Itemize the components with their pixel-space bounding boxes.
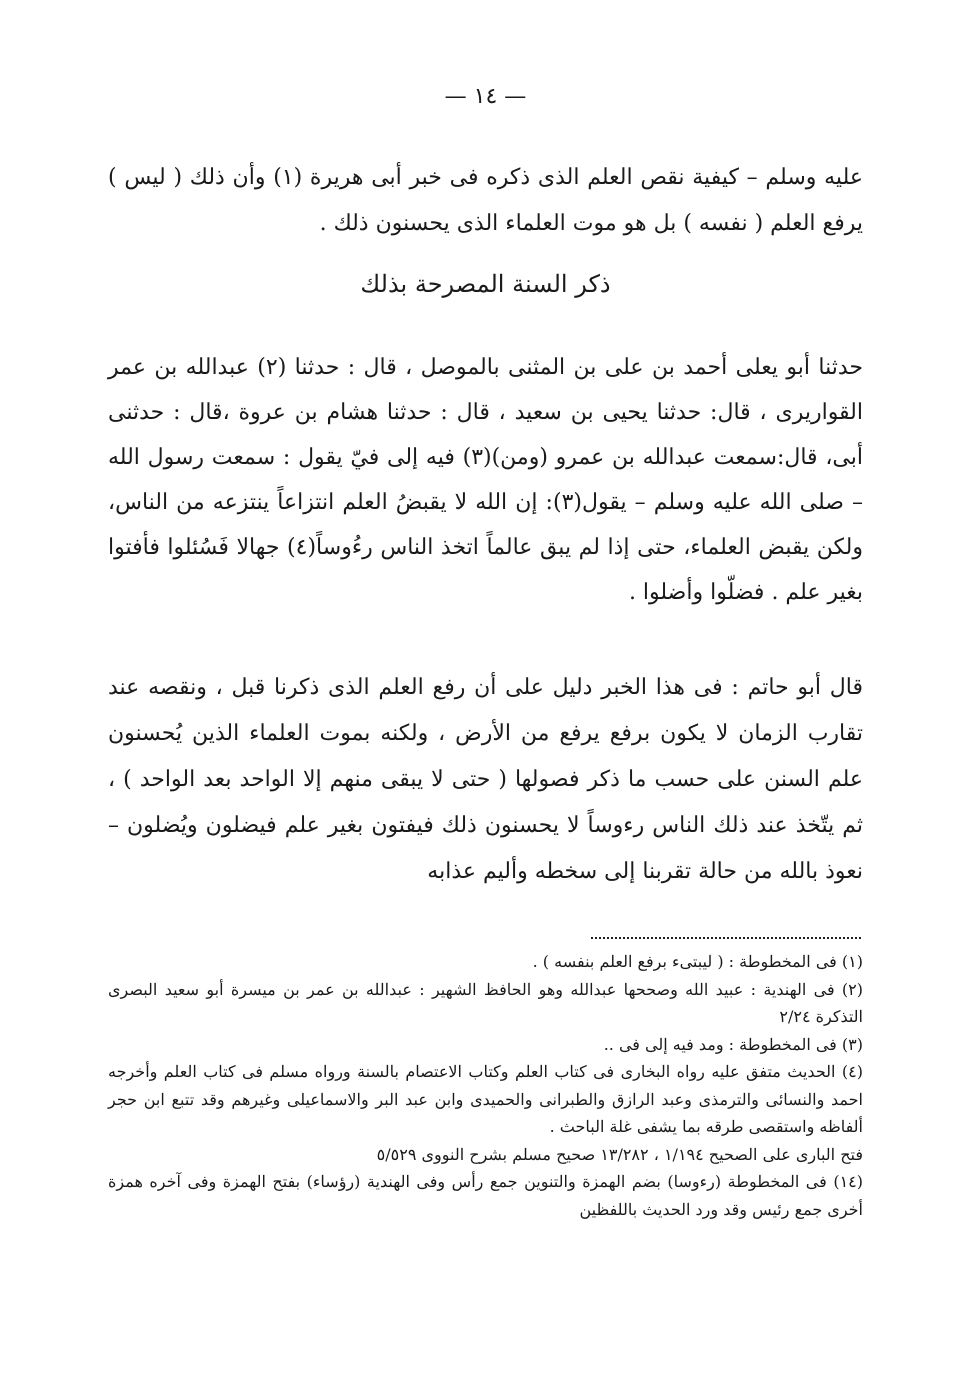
section-heading: ذكر السنة المصرحة بذلك	[360, 270, 611, 298]
page-number: — ١٤ —	[444, 84, 527, 109]
footnote-2: (٢) فى الهندية : عبيد الله وصححها عبدالله وهو الحافظ الشهير : عبدالله بن عمر بن ميسرة أبو سعيد البصرى التذكرة ٢/٢٤	[108, 979, 863, 1026]
footnotes	[108, 948, 863, 1223]
footnote-1: (١) فى المخطوطة : ( ليبتىء برفع العلم بنفسه ) .	[532, 952, 863, 971]
intro-paragraph: عليه وسلم – كيفية نقص العلم الذى ذكره فى خبر أبى هريرة (١) وأن ذلك ( ليس ) يرفع العلم ( نفسه ) بل هو موت العلماء الذى يحسنون ذلك .	[108, 165, 863, 236]
footnote-separator	[591, 937, 861, 939]
hadith-paragraph: حدثنا أبو يعلى أحمد بن على بن المثنى بالموصل ، قال : حدثنا (٢) عبدالله بن عمر القواريرى ، قال: حدثنا يحيى بن سعيد ، قال : حدثنا هشام بن عروة ،قال : حدثنى أبى، قال:سمعت عبدالله بن عمرو (ومن)(٣) فيه إلى فيّ يقول : سمعت رسول الله – صلى الله عليه وسلم – يقول(٣): إن الله لا يقبضُ العلم انتزاعاً ينتزعه من الناس، ولكن يقبض العلماء، حتى إذا لم يبق عالماً اتخذ الناس رءُوساً(٤) جهالا فَسُئلوا فأفتوا بغير علم . فضلّوا وأضلوا .	[108, 355, 863, 605]
footnote-14: (١٤) فى المخطوطة (رءوسا) بضم الهمزة والتنوين جمع رأس وفى الهندية (رؤساء) بفتح الهمزة وفى آخره همزة أخرى جمع رئيس وقد ورد الحديث باللفظين	[108, 1172, 863, 1219]
footnote-4: (٤) الحديث متفق عليه رواه البخارى فى كتاب العلم وكتاب الاعتصام بالسنة ورواه مسلم فى كتاب العلم وأخرجه احمد والنسائى والترمذى وعبد الرازق والطبرانى والحميدى وابن عبد البر والاسماعيلى وغيرهم وقد تتبع ابن حجر ألفاظه واستقصى طرقه بما يشفى غلة الباحث .	[108, 1062, 863, 1136]
commentary-paragraph: قال أبو حاتم : فى هذا الخبر دليل على أن رفع العلم الذى ذكرنا قبل ، ونقصه عند تقارب الزمان لا يكون برفع يرفع من الأرض ، ولكنه بموت العلماء الذين يُحسنون علم السنن على حسب ما ذكر فصولها ( حتى لا يبقى منهم إلا الواحد بعد الواحد ) ، ثم يتّخذ عند ذلك الناس رءوساً لا يحسنون ذلك فيفتون بغير علم فيضلون ويُضلون – نعوذ بالله من حالة تقربنا إلى سخطه وأليم عذابه	[108, 675, 863, 884]
footnote-4-reference: فتح البارى على الصحيح ١/١٩٤ ، ١٣/٢٨٢ صحيح مسلم بشرح النووى ٥/٥٢٩	[376, 1144, 863, 1164]
footnote-3: (٣) فى المخطوطة : ومد فيه إلى فى ..	[603, 1034, 863, 1054]
